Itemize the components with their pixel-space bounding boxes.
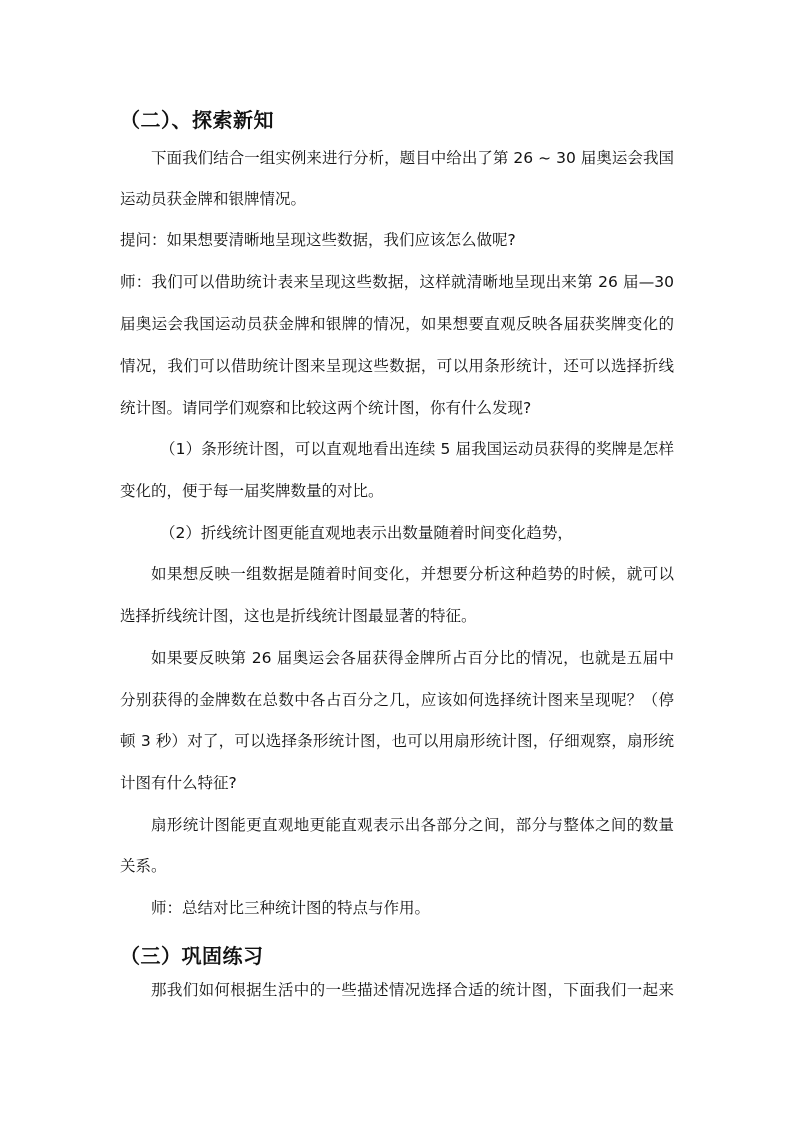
paragraph-line: 如果想反映一组数据是随着时间变化，并想要分析这种趋势的时候，就可以 (151, 565, 674, 583)
paragraph-line: 运动员获金牌和银牌情况。 (120, 190, 307, 208)
paragraph-line: 提问：如果想要清晰地呈现这些数据，我们应该怎么做呢? (120, 231, 516, 249)
paragraph-line: 分别获得的金牌数在总数中各占百分之几，应该如何选择统计图来呈现呢？（停 (120, 691, 674, 709)
section-heading-practice: （三）巩固练习 (120, 944, 264, 968)
paragraph-line: 情况，我们可以借助统计图来呈现这些数据，可以用条形统计，还可以选择折线 (120, 357, 674, 375)
paragraph-line: 扇形统计图能更直观地更能直观表示出各部分之间，部分与整体之间的数量 (151, 816, 674, 834)
paragraph-line: （2）折线统计图更能直观地表示出数量随着时间变化趋势， (160, 524, 573, 542)
paragraph-line: 师：总结对比三种统计图的特点与作用。 (151, 899, 431, 917)
paragraph-line: 师：我们可以借助统计表来呈现这些数据，这样就清晰地呈现出来第 26 届—30 (120, 273, 674, 291)
paragraph-line: 选择折线统计图，这也是折线统计图最显著的特征。 (120, 607, 477, 625)
paragraph-line: 如果要反映第 26 届奥运会各届获得金牌所占百分比的情况，也就是五届中 (151, 649, 674, 667)
paragraph-line: 计图有什么特征? (120, 774, 237, 792)
paragraph-line: （1）条形统计图，可以直观地看出连续 5 届我国运动员获得的奖牌是怎样 (160, 440, 674, 458)
paragraph-line: 变化的，便于每一届奖牌数量的对比。 (120, 482, 384, 500)
paragraph-line: 届奥运会我国运动员获金牌和银牌的情况，如果想要直观反映各届获奖牌变化的 (120, 315, 674, 333)
paragraph-line: 下面我们结合一组实例来进行分析，题目中给出了第 26 ~ 30 届奥运会我国 (151, 149, 674, 167)
paragraph-line: 关系。 (120, 857, 167, 875)
paragraph-line: 顿 3 秒）对了，可以选择条形统计图，也可以用扇形统计图，仔细观察，扇形统 (120, 732, 674, 750)
paragraph-line: 那我们如何根据生活中的一些描述情况选择合适的统计图，下面我们一起来 (151, 981, 674, 999)
paragraph-line: 统计图。请同学们观察和比较这两个统计图，你有什么发现? (120, 399, 532, 417)
section-heading-explore: （二）、探索新知 (120, 108, 274, 132)
